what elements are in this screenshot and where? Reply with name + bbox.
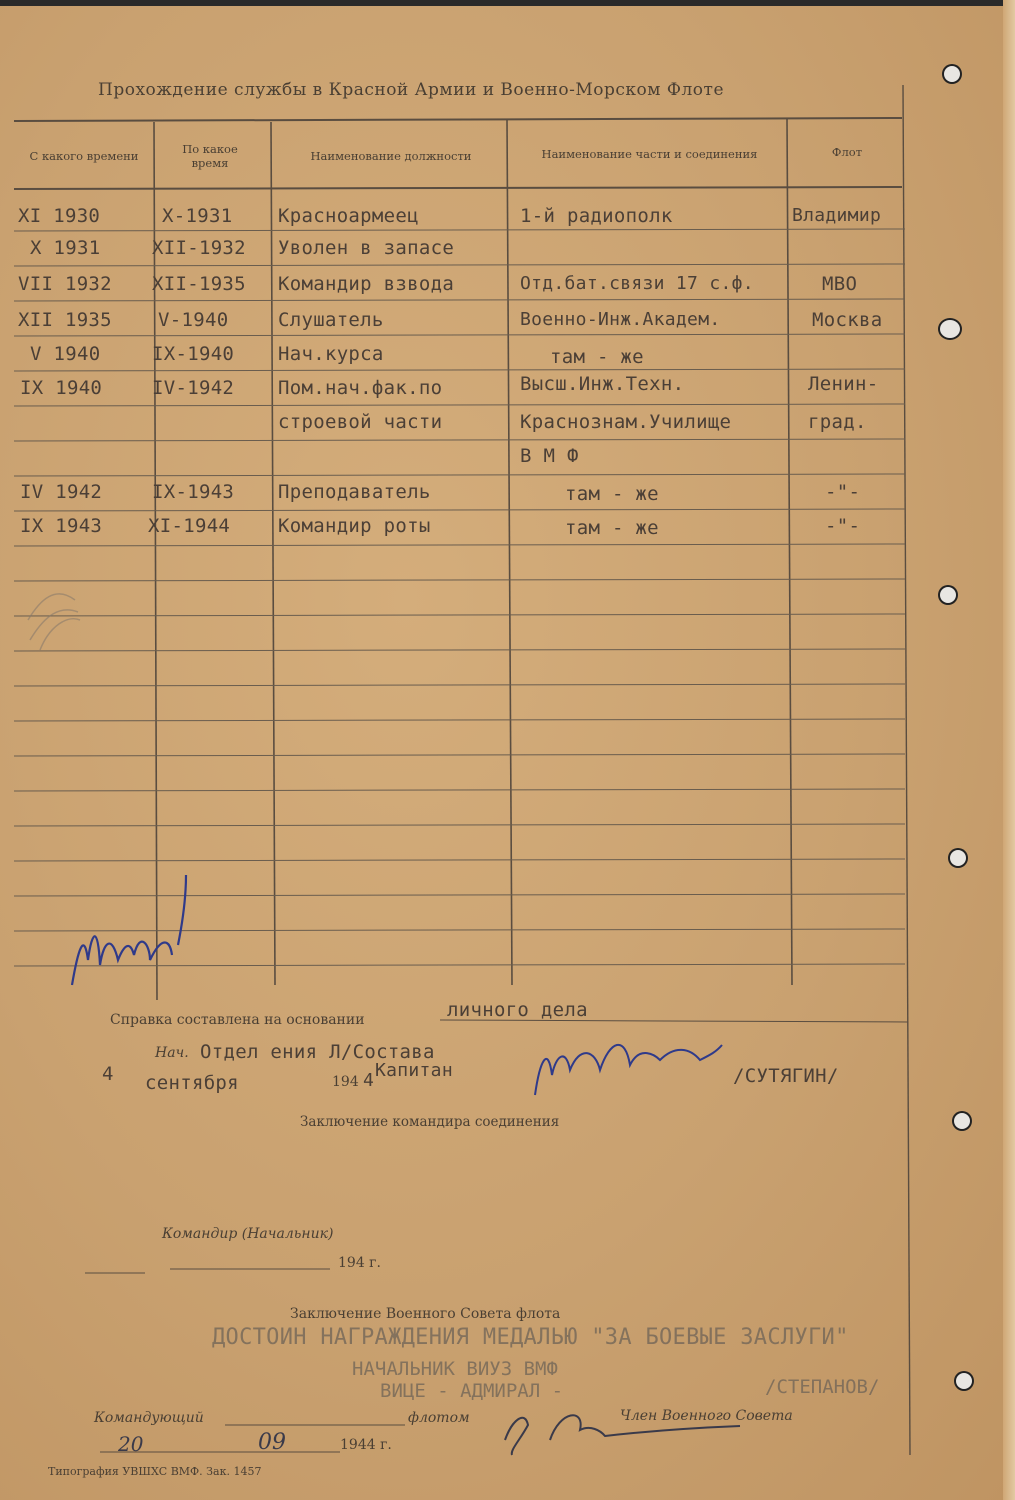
council-line2: НАЧАЛЬНИК ВИУЗ ВМФ xyxy=(352,1358,558,1380)
reference-day: 4 xyxy=(102,1063,114,1085)
council-date-day: 20 xyxy=(118,1432,144,1456)
commander-label: Командир (Начальник) xyxy=(162,1226,334,1242)
row-from: IV 1942 xyxy=(20,481,103,503)
row-to: XII-1932 xyxy=(152,237,246,259)
row-unit: Отд.бат.связи 17 с.ф. xyxy=(520,273,754,294)
row-fleet: -"- xyxy=(825,481,861,503)
row-to: X-1931 xyxy=(162,205,233,227)
page-title: Прохождение службы в Красной Армии и Военно-Морском Флоте xyxy=(98,80,725,100)
punch-hole-icon xyxy=(950,850,966,866)
row-from: VII 1932 xyxy=(18,273,112,295)
row-to: V-1940 xyxy=(158,309,229,331)
row-unit: там - же xyxy=(565,517,659,539)
row-to: IV-1942 xyxy=(152,377,235,399)
punch-hole-icon xyxy=(940,587,956,603)
row-fleet: град. xyxy=(808,411,867,433)
header-to: По какое время xyxy=(182,142,238,170)
row-fleet: Владимир xyxy=(792,205,882,226)
punch-hole-icon xyxy=(954,1113,970,1129)
header-from: С какого времени xyxy=(29,149,139,163)
reference-signer: /СУТЯГИН/ xyxy=(733,1065,839,1087)
row-to: IX-1940 xyxy=(152,343,235,365)
header-unit: Наименование части и соединения xyxy=(541,147,758,161)
row-position: Командир взвода xyxy=(278,273,455,295)
row-unit: там - же xyxy=(565,483,659,505)
row-position: Преподаватель xyxy=(278,481,431,503)
commander-section-title: Заключение командира соединения xyxy=(300,1114,560,1130)
row-fleet: Ленин- xyxy=(808,373,879,395)
row-fleet: -"- xyxy=(825,515,861,537)
row-position: Слушатель xyxy=(278,309,384,331)
row-from: XI 1930 xyxy=(18,205,101,227)
council-verdict: ДОСТОИН НАГРАЖДЕНИЯ МЕДАЛЬЮ "ЗА БОЕВЫЕ ЗАСЛУГИ" xyxy=(212,1325,849,1350)
row-position: Пом.нач.фак.по xyxy=(278,377,443,399)
chief-typed: Отдел ения Л/Состава xyxy=(200,1041,435,1063)
chief-label: Нач. xyxy=(155,1045,189,1061)
commander-date-line: 194 г. xyxy=(338,1255,381,1271)
council-date-month: 09 xyxy=(258,1430,286,1455)
row-fleet: Москва xyxy=(812,309,883,331)
punch-hole-icon xyxy=(944,66,960,82)
council-fleet-label: флотом xyxy=(408,1410,470,1426)
row-to: IX-1943 xyxy=(152,481,235,503)
row-position: Командир роты xyxy=(278,515,431,537)
reference-month: сентября xyxy=(145,1072,239,1094)
row-unit: Краснознам.Училище xyxy=(520,411,732,433)
row-from: X 1931 xyxy=(30,237,101,259)
header-position: Наименование должности xyxy=(310,149,472,163)
row-position: строевой части xyxy=(278,411,443,433)
reference-label: Справка составлена на основании xyxy=(110,1012,365,1028)
sutyagin-signature xyxy=(535,1045,722,1095)
printer-imprint: Типография УВШХС ВМФ. Зак. 1457 xyxy=(48,1465,262,1478)
row-to: XII-1935 xyxy=(152,273,246,295)
row-position: Уволен в запасе xyxy=(278,237,455,259)
council-date-year: 1944 г. xyxy=(340,1437,392,1453)
row-from: IX 1943 xyxy=(20,515,103,537)
council-line3: ВИЦЕ - АДМИРАЛ - xyxy=(380,1380,564,1402)
row-unit: Высш.Инж.Техн. xyxy=(520,373,685,395)
row-unit: 1-й радиополк xyxy=(520,205,673,227)
row-position: Красноармеец xyxy=(278,205,419,227)
row-from: V 1940 xyxy=(30,343,101,365)
council-signer: /СТЕПАНОВ/ xyxy=(765,1376,880,1398)
punch-hole-icon xyxy=(956,1373,972,1389)
row-unit: там - же xyxy=(550,346,644,368)
row-fleet: МВО xyxy=(822,273,858,295)
row-from: XII 1935 xyxy=(18,309,112,331)
punch-hole-icon xyxy=(940,320,960,338)
council-member-label: Член Военного Совета xyxy=(620,1408,793,1424)
row-from: IX 1940 xyxy=(20,377,103,399)
row-unit: В М Ф xyxy=(520,445,579,467)
header-fleet: Флот xyxy=(831,145,863,159)
row-unit: Военно-Инж.Академ. xyxy=(520,309,721,330)
row-to: XI-1944 xyxy=(148,515,231,537)
initials-signature xyxy=(72,875,186,985)
reference-year-prefix: 194 xyxy=(332,1074,359,1090)
row-position: Нач.курса xyxy=(278,343,384,365)
reference-basis: личного дела xyxy=(447,999,588,1021)
reference-year-suffix: 4 xyxy=(363,1070,375,1091)
chief-rank: Капитан xyxy=(375,1060,453,1081)
stamp-scribble xyxy=(28,594,80,650)
council-commander-label: Командующий xyxy=(94,1410,204,1426)
council-section-title: Заключение Военного Совета флота xyxy=(290,1306,561,1322)
